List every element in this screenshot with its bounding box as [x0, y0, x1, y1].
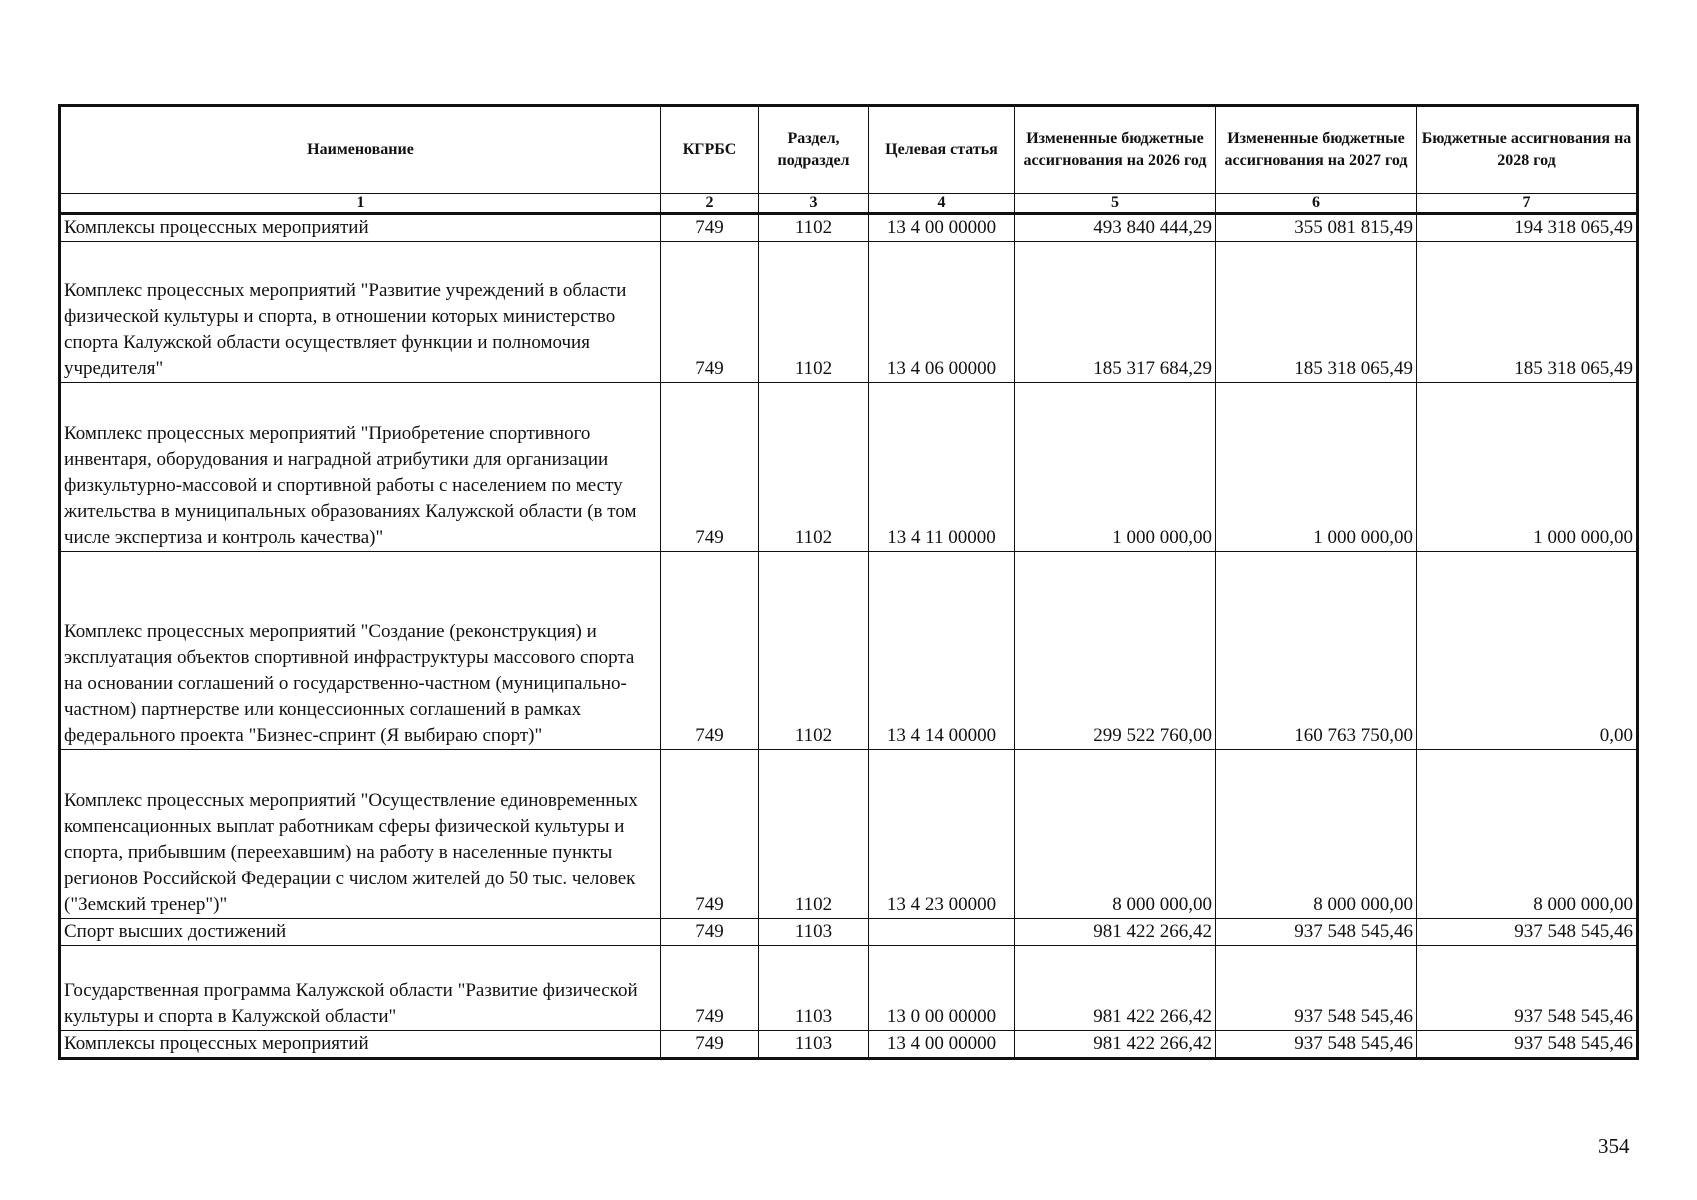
table-row: [60, 919, 1638, 946]
table-row: [60, 1031, 1638, 1059]
budget-table: [58, 104, 1639, 1060]
row-amount-2027: 185 318 065,49: [1216, 242, 1417, 383]
header-2027: Измененные бюджетные ассигнования на 2027 год: [1216, 106, 1417, 194]
row-amount-2027: 160 763 750,00: [1216, 552, 1417, 750]
table-row: [60, 383, 1638, 552]
row-section: 1103: [759, 919, 869, 946]
header-section: Раздел, подраздел: [759, 106, 869, 194]
row-target: 13 4 14 00000: [869, 552, 1015, 750]
row-kgrbs: 749: [661, 919, 759, 946]
row-kgrbs: 749: [661, 383, 759, 552]
row-section: 1103: [759, 946, 869, 1031]
row-section: 1103: [759, 1031, 869, 1059]
row-kgrbs: 749: [661, 750, 759, 919]
row-kgrbs: 749: [661, 242, 759, 383]
table-row: [60, 552, 1638, 750]
row-amount-2026: 299 522 760,00: [1015, 552, 1216, 750]
column-number: 7: [1417, 194, 1638, 214]
row-amount-2026: 8 000 000,00: [1015, 750, 1216, 919]
row-amount-2027: 937 548 545,46: [1216, 946, 1417, 1031]
header-name: Наименование: [60, 106, 661, 194]
header-target: Целевая статья: [869, 106, 1015, 194]
row-amount-2027: 937 548 545,46: [1216, 1031, 1417, 1059]
page-number: 354: [1598, 1134, 1630, 1158]
table-row: [60, 242, 1638, 383]
row-name: Комплекс процессных мероприятий "Создание (реконструкция) и эксплуатация объектов спортивной инфраструктуры массового спорта на основании соглашений о государственно-частном (муниципально-частном) партнерстве или концессионных соглашений в рамках федерального проекта "Бизнес-спринт (Я выбираю спорт)": [60, 552, 661, 750]
row-amount-2028: 1 000 000,00: [1417, 383, 1638, 552]
header-2026: Измененные бюджетные ассигнования на 2026 год: [1015, 106, 1216, 194]
table-row: [60, 214, 1638, 242]
row-target: 13 4 11 00000: [869, 383, 1015, 552]
row-amount-2026: 981 422 266,42: [1015, 946, 1216, 1031]
row-amount-2028: 937 548 545,46: [1417, 946, 1638, 1031]
row-name: Государственная программа Калужской области "Развитие физической культуры и спорта в Калужской области": [60, 946, 661, 1031]
row-kgrbs: 749: [661, 214, 759, 242]
row-amount-2028: 937 548 545,46: [1417, 1031, 1638, 1059]
row-target: 13 4 06 00000: [869, 242, 1015, 383]
row-amount-2026: 981 422 266,42: [1015, 1031, 1216, 1059]
row-name: Спорт высших достижений: [60, 919, 661, 946]
column-number: 2: [661, 194, 759, 214]
row-kgrbs: 749: [661, 552, 759, 750]
header-kgrbs: КГРБС: [661, 106, 759, 194]
row-section: 1102: [759, 552, 869, 750]
row-amount-2028: 185 318 065,49: [1417, 242, 1638, 383]
row-kgrbs: 749: [661, 946, 759, 1031]
row-amount-2028: 937 548 545,46: [1417, 919, 1638, 946]
row-amount-2028: 194 318 065,49: [1417, 214, 1638, 242]
row-name: Комплексы процессных мероприятий: [60, 1031, 661, 1059]
header-row: [60, 106, 1638, 194]
row-section: 1102: [759, 750, 869, 919]
row-section: 1102: [759, 214, 869, 242]
row-target: 13 4 00 00000: [869, 214, 1015, 242]
row-amount-2027: 355 081 815,49: [1216, 214, 1417, 242]
row-section: 1102: [759, 383, 869, 552]
column-number-row: [60, 194, 1638, 214]
row-name: Комплексы процессных мероприятий: [60, 214, 661, 242]
row-amount-2028: 0,00: [1417, 552, 1638, 750]
table-row: [60, 750, 1638, 919]
row-name: Комплекс процессных мероприятий "Осуществление единовременных компенсационных выплат работникам сферы физической культуры и спорта, прибывшим (переехавшим) на работу в населенные пункты регионов Российской Федерации с числом жителей до 50 тыс. человек ("Земский тренер")": [60, 750, 661, 919]
row-amount-2027: 1 000 000,00: [1216, 383, 1417, 552]
column-number: 6: [1216, 194, 1417, 214]
row-target: [869, 919, 1015, 946]
row-name: Комплекс процессных мероприятий "Развитие учреждений в области физической культуры и спорта, в отношении которых министерство спорта Калужской области осуществляет функции и полномочия учредителя": [60, 242, 661, 383]
row-amount-2026: 1 000 000,00: [1015, 383, 1216, 552]
header-2028: Бюджетные ассигнования на 2028 год: [1417, 106, 1638, 194]
column-number: 5: [1015, 194, 1216, 214]
column-number: 4: [869, 194, 1015, 214]
row-name: Комплекс процессных мероприятий "Приобретение спортивного инвентаря, оборудования и наградной атрибутики для организации физкультурно-массовой и спортивной работы с населением по месту жительства в муниципальных образованиях Калужской области (в том числе экспертиза и контроль качества)": [60, 383, 661, 552]
row-amount-2027: 937 548 545,46: [1216, 919, 1417, 946]
row-target: 13 4 00 00000: [869, 1031, 1015, 1059]
row-amount-2026: 493 840 444,29: [1015, 214, 1216, 242]
table-row: [60, 946, 1638, 1031]
row-target: 13 4 23 00000: [869, 750, 1015, 919]
row-amount-2026: 981 422 266,42: [1015, 919, 1216, 946]
row-amount-2026: 185 317 684,29: [1015, 242, 1216, 383]
column-number: 1: [60, 194, 661, 214]
row-amount-2027: 8 000 000,00: [1216, 750, 1417, 919]
column-number: 3: [759, 194, 869, 214]
row-kgrbs: 749: [661, 1031, 759, 1059]
row-target: 13 0 00 00000: [869, 946, 1015, 1031]
row-section: 1102: [759, 242, 869, 383]
row-amount-2028: 8 000 000,00: [1417, 750, 1638, 919]
